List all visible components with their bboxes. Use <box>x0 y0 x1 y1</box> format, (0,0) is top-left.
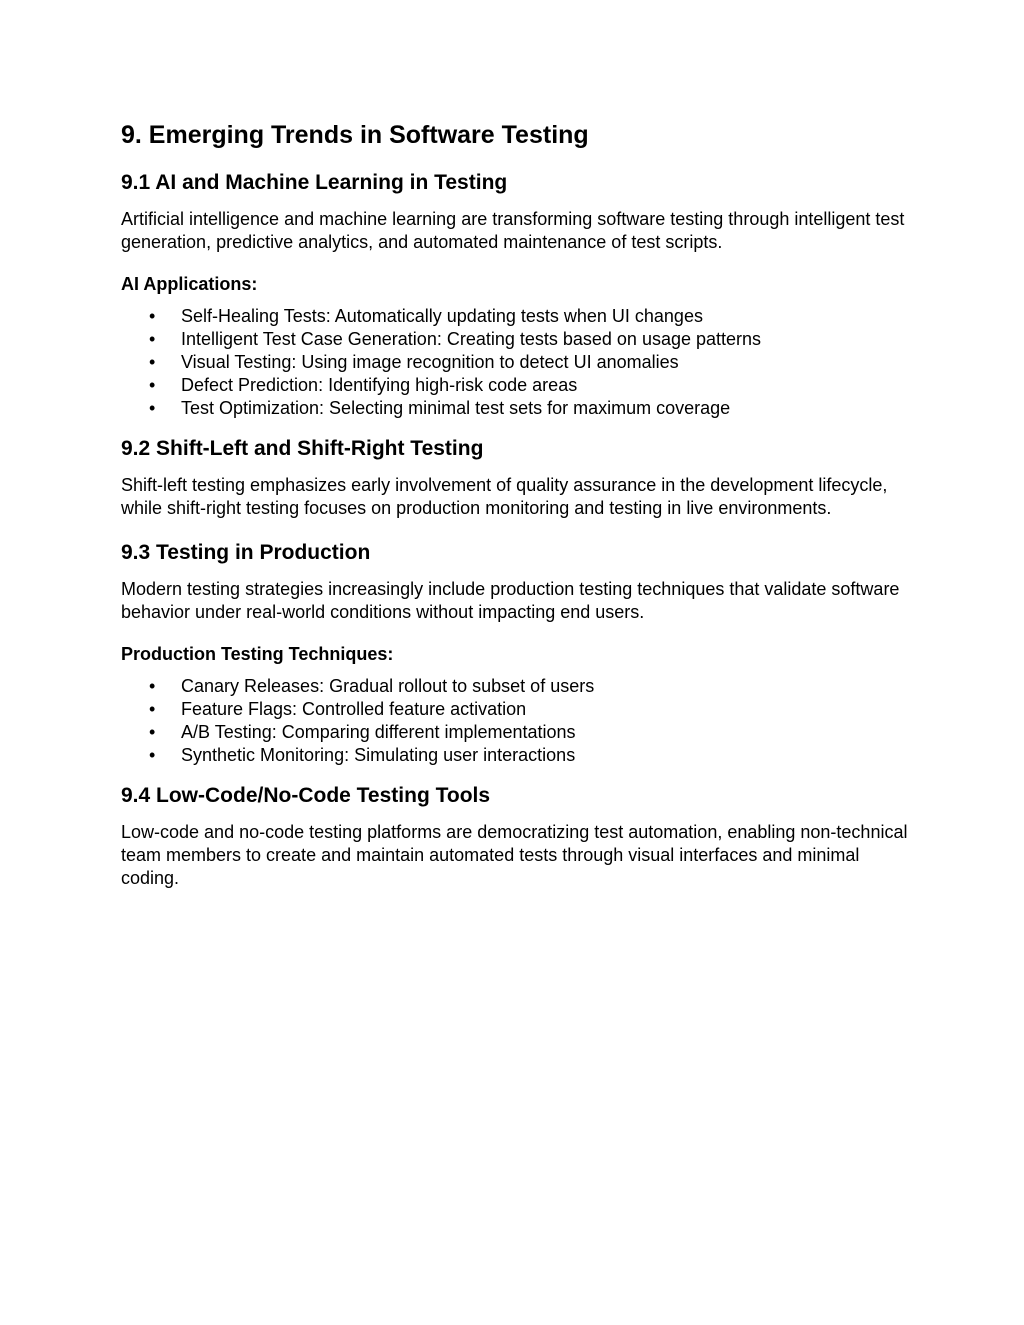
bullet-icon: • <box>149 375 156 395</box>
list-item <box>121 698 911 721</box>
list-item-text: Test Optimization: Selecting minimal test sets for maximum coverage <box>181 398 731 418</box>
section-heading: 9.4 Low-Code/No-Code Testing Tools <box>121 784 491 807</box>
list-item-text: Canary Releases: Gradual rollout to subset of users <box>181 676 595 696</box>
section-shift-testing <box>121 435 911 520</box>
section-low-code-tools <box>121 782 911 890</box>
list-item-text: Synthetic Monitoring: Simulating user interactions <box>181 745 576 765</box>
list-item-text: Self-Healing Tests: Automatically updating tests when UI changes <box>181 306 703 326</box>
section-paragraph: Artificial intelligence and machine learning are transforming software testing through intelligent test generation, predictive analytics, and automated maintenance of test scripts. <box>121 209 905 252</box>
list-label: AI Applications: <box>121 274 258 294</box>
list-label: Production Testing Techniques: <box>121 644 394 664</box>
section-paragraph: Modern testing strategies increasingly include production testing techniques that validate software behavior under real-world conditions without impacting end users. <box>121 579 900 622</box>
list-item <box>121 328 911 351</box>
list-item <box>121 721 911 744</box>
bullet-list <box>121 675 911 767</box>
section-paragraph: Shift-left testing emphasizes early involvement of quality assurance in the development lifecycle, while shift-right testing focuses on production monitoring and testing in live environments. <box>121 475 888 518</box>
bullet-icon: • <box>149 745 156 765</box>
section-heading: 9.1 AI and Machine Learning in Testing <box>121 171 508 194</box>
list-item <box>121 374 911 397</box>
list-item <box>121 305 911 328</box>
page-title: 9. Emerging Trends in Software Testing <box>121 121 589 149</box>
bullet-icon: • <box>149 352 156 372</box>
list-item-text: A/B Testing: Comparing different implementations <box>181 722 576 742</box>
list-item-text: Defect Prediction: Identifying high-risk code areas <box>181 375 578 395</box>
bullet-icon: • <box>149 676 156 696</box>
bullet-icon: • <box>149 306 156 326</box>
section-heading: 9.2 Shift-Left and Shift-Right Testing <box>121 437 484 460</box>
list-item <box>121 351 911 374</box>
list-item <box>121 744 911 767</box>
list-item-text: Feature Flags: Controlled feature activation <box>181 699 527 719</box>
list-item <box>121 675 911 698</box>
list-item-text: Visual Testing: Using image recognition to detect UI anomalies <box>181 352 679 372</box>
list-item-text: Intelligent Test Case Generation: Creating tests based on usage patterns <box>181 329 762 349</box>
bullet-icon: • <box>149 329 156 349</box>
bullet-icon: • <box>149 398 156 418</box>
document-content <box>121 118 911 909</box>
section-ai-ml <box>121 169 911 420</box>
bullet-icon: • <box>149 699 156 719</box>
list-item <box>121 397 911 420</box>
bullet-list <box>121 305 911 420</box>
section-paragraph: Low-code and no-code testing platforms are democratizing test automation, enabling non-technical team members to create and maintain automated tests through visual interfaces and minimal coding. <box>121 822 908 888</box>
bullet-icon: • <box>149 722 156 742</box>
section-testing-in-production <box>121 539 911 767</box>
section-heading: 9.3 Testing in Production <box>121 541 371 564</box>
